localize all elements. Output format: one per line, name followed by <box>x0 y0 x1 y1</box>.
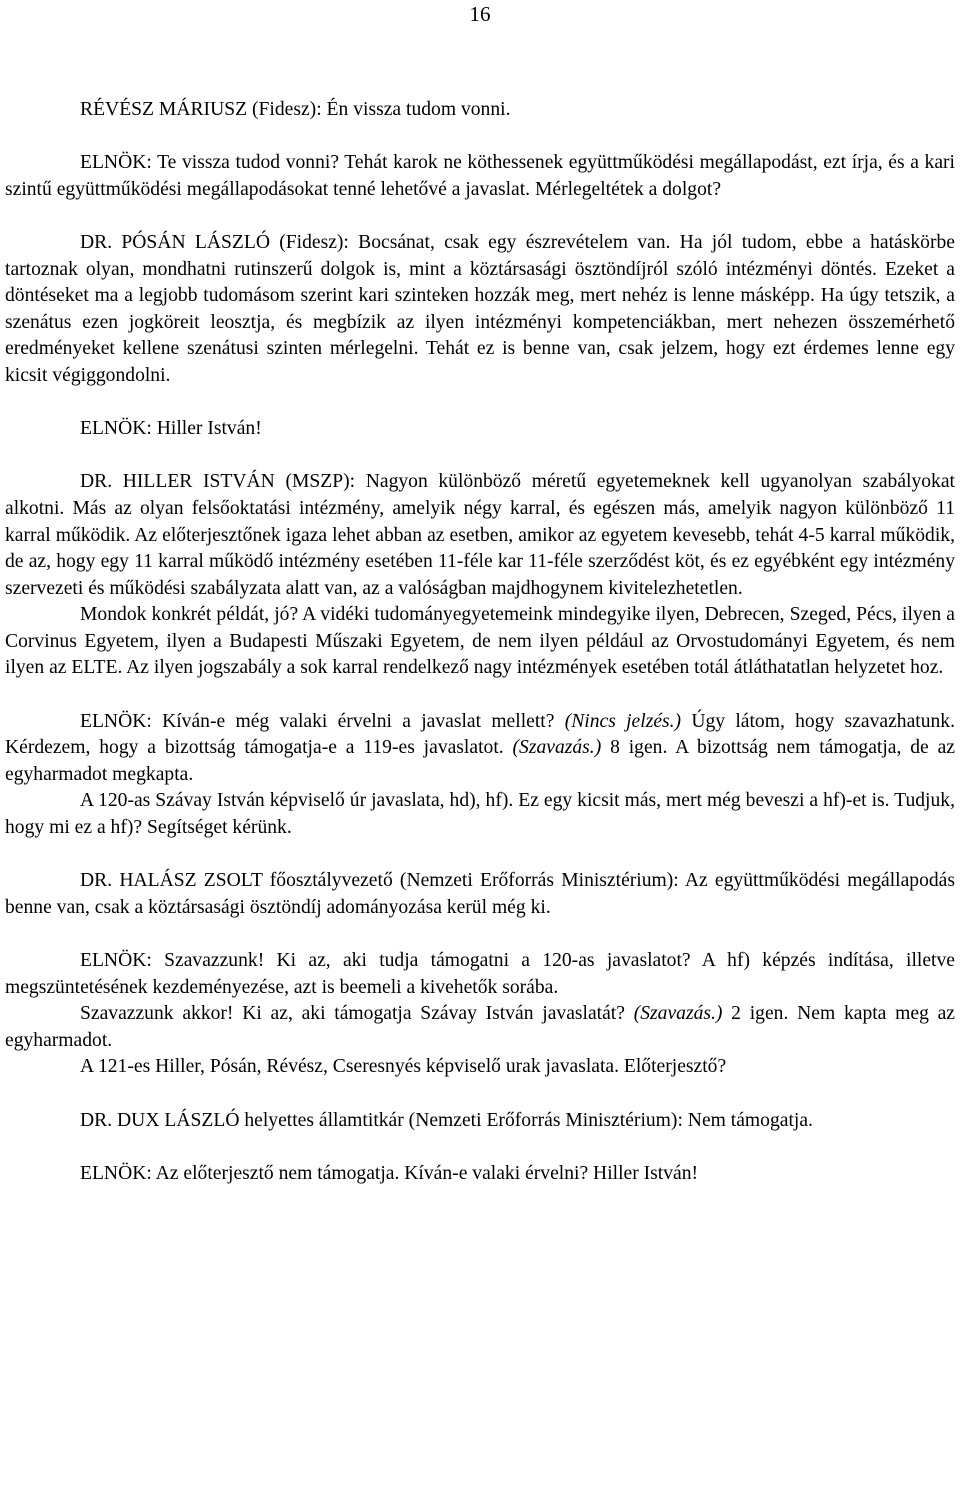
paragraph-text: ELNÖK: Szavazzunk! Ki az, aki tudja támogatni a 120-as javaslatot? A hf) képzés indítása, illetve megszüntetésének kezdeményezése, azt is beemeli a kivehetők sorába. <box>5 950 955 998</box>
document-body <box>5 97 955 1187</box>
paragraph-text: RÉVÉSZ MÁRIUSZ (Fidesz): Én vissza tudom vonni. <box>80 99 511 120</box>
paragraph-elnok-1 <box>5 150 955 203</box>
paragraph-text: A 120-as Szávay István képviselő úr javaslata, hd), hf). Ez egy kicsit más, mert még beveszi a hf)-et is. Tudjuk, hogy mi ez a hf)? Segítséget kérünk. <box>5 790 955 839</box>
paragraph-revesz <box>5 97 955 124</box>
paragraph-elnok-3 <box>5 709 955 789</box>
paragraph-text-italic: (Szavazás.) <box>633 1003 723 1025</box>
paragraph-text: Szavazzunk akkor! Ki az, aki támogatja Szávay István javaslatát? <box>80 1003 634 1025</box>
paragraph-dux <box>5 1108 955 1135</box>
paragraph-text: Úgy látom, hogy szavazhatunk. Kérdezem, hogy a bizottság támogatja-e a 119-es javaslatot. <box>5 710 955 759</box>
paragraph-text: 8 igen. A bizottság nem támogatja, de az egyharmadot megkapta. <box>5 737 955 785</box>
paragraph-elnok-5 <box>5 948 955 1001</box>
paragraph-text-italic: (Nincs jelzés.) <box>564 710 682 732</box>
page-number: 16 <box>469 2 491 26</box>
paragraph-hiller <box>5 469 955 602</box>
paragraph-text: DR. PÓSÁN LÁSZLÓ (Fidesz): Bocsánat, csak egy észrevételem van. Ha jól tudom, ebbe a hatáskörbe tartoznak olyan, mondhatni rutinszerű dolgok is, mint a köztársasági ösztöndíjról szóló intézményi döntés. Ezeket a döntéseket ma a legjobb tudomásom szerint kari szinteken hozzák meg, mert nehéz is lenne másképp. Ha úgy tetszik, a szenátus ezen jogköreit leosztja, és megbízik az ilyen intézményi kompetenciákban, mert nehezen összemérhető eredményeket kellene szenátusi szinten mérlegelni. Tehát ez is benne van, csak jelzem, hogy ezt érdemes lenne egy kicsit végiggondolni. <box>5 231 955 386</box>
paragraph-elnok-4 <box>5 788 955 841</box>
paragraph-halasz <box>5 868 955 921</box>
paragraph-text: ELNÖK: Az előterjesztő nem támogatja. Kíván-e valaki érvelni? Hiller István! <box>80 1162 699 1184</box>
paragraph-hiller-2 <box>5 602 955 682</box>
paragraph-text: ELNÖK: Hiller István! <box>80 418 262 440</box>
paragraph-text-italic: (Szavazás.) <box>512 737 602 759</box>
paragraph-text: DR. HALÁSZ ZSOLT főosztályvezető (Nemzeti Erőforrás Minisztérium): Az együttműködési megállapodás benne van, csak a köztársasági ösztöndíj adományozása kerül még ki. <box>5 870 955 918</box>
paragraph-text: ELNÖK: Te vissza tudod vonni? Tehát karok ne köthessenek együttműködési megállapodást, ezt írja, és a kari szintű együttműködési megállapodásokat tenné lehetővé a javaslat. Mérlegeltétek a dolgot? <box>5 152 955 200</box>
paragraph-text: DR. HILLER ISTVÁN (MSZP): Nagyon különböző méretű egyetemeknek kell ugyanolyan szabályokat alkotni. Más az olyan felsőoktatási intézmény, amelyik négy karral, és egészen más, amelyik nagyon különböző 11 karral működik. Az előterjesztőnek igaza lehet abban az esetben, amikor az egyetem kevesebb, tehát 4-5 karral működik, de az, hogy egy 11 karral működő intézmény esetében 11-féle kar 11-féle szerződést köt, és ez egyébként egy intézmény szervezeti és működési szabályzata alatt van, az a valóságban majdhogynem kivitelezhetetlen. <box>5 471 955 599</box>
paragraph-text: 2 igen. Nem kapta meg az egyharmadot. <box>5 1003 956 1051</box>
paragraph-text: ELNÖK: Kíván-e még valaki érvelni a javaslat mellett? <box>80 710 565 732</box>
paragraph-elnok-2 <box>5 416 955 443</box>
paragraph-elnok-6 <box>5 1001 955 1054</box>
paragraph-elnok-8 <box>5 1161 955 1188</box>
paragraph-text: DR. DUX LÁSZLÓ helyettes államtitkár (Nemzeti Erőforrás Minisztérium): Nem támogatja. <box>80 1109 813 1131</box>
paragraph-elnok-7 <box>5 1054 955 1081</box>
paragraph-text: Mondok konkrét példát, jó? A vidéki tudományegyetemeink mindegyike ilyen, Debrecen, Szeged, Pécs, ilyen a Corvinus Egyetem, ilyen a Budapesti Műszaki Egyetem, de nem ilyen például az Orvostudományi Egyetem, és nem ilyen az ELTE. Az ilyen jogszabály a sok karral rendelkező nagy intézmények esetében totál átláthatatlan helyzetet hoz. <box>5 604 955 679</box>
paragraph-text: A 121-es Hiller, Pósán, Révész, Cseresnyés képviselő urak javaslata. Előterjesztő? <box>80 1056 727 1078</box>
paragraph-posan <box>5 230 955 390</box>
